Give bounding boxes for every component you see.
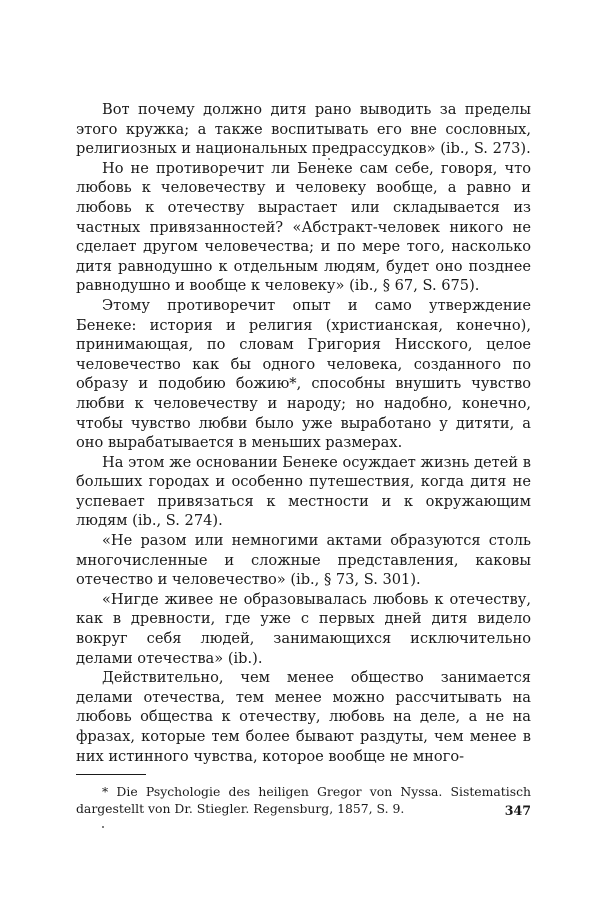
page-number: 347 — [504, 803, 531, 818]
print-speck — [328, 158, 330, 160]
paragraph-4: На этом же основании Бенеке осуждает жизнь детей в больших городах и особенно путешествия, когда дитя не успевает привязаться к местности и к окружающим людям (ib., S. 274). — [76, 453, 531, 530]
paragraph-3: Этому противоречит опыт и само утверждение Бенеке: история и религия (христианская, конечно), принимающая, по словам Григория Нисского, целое человечество как бы одного человека, созданного по образу и подобию божию*, способны внушить чувство любви к человечеству и народу; но надобно, конечно, чтобы чувство любви было уже выработано у дитяти, а оно вырабатывается в меньших размерах. — [76, 296, 531, 452]
footnote: * Die Psychologie des heiligen Gregor von Nyssa. Sistematisch dargestellt von Dr. Stiegler. Regensburg, 1857, S. 9. — [76, 784, 531, 817]
footnote-divider — [76, 774, 146, 775]
paragraph-5: «Не разом или немногими актами образуются столь многочисленные и сложные представления, каковы отечество и человечество» (ib., § 73, S. 301). — [76, 532, 531, 589]
page-body — [76, 100, 531, 817]
paragraph-2: Но не противоречит ли Бенеке сам себе, говоря, что любовь к человечеству и человеку вообще, а равно и любовь к отечеству вырастает или складывается из частных привязанностей? «Абстракт-человек никого не сделает другом человечества; и по мере того, насколько дитя равнодушно к отдельным людям, будет оно позднее равнодушно и вообще к человеку» (ib., § 67, S. 675). — [76, 159, 531, 295]
paragraph-6: «Нигде живее не образовывалась любовь к отечеству, как в древности, где уже с первых дней дитя видело вокруг себя людей, занимающихся исключительно делами отечества» (ib.). — [76, 590, 531, 667]
paragraph-1: Вот почему должно дитя рано выводить за пределы этого кружка; а также воспитывать его вне сословных, религиозных и национальных предрассудков» (ib., S. 273). — [76, 101, 531, 158]
paragraph-7: Действительно, чем менее общество занимается делами отечества, тем менее можно рассчитывать на любовь общества к отечеству, любовь на деле, а не на фразах, которые тем более бывают раздуты, чем менее в них истинного чувства, которое вообще не много- — [76, 669, 531, 765]
print-speck — [102, 826, 104, 828]
